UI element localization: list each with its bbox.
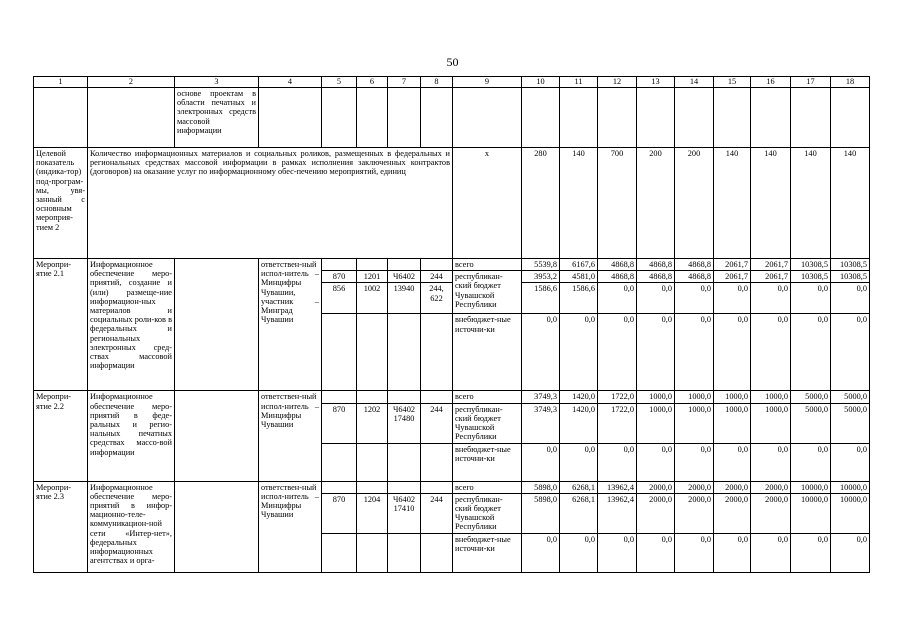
code-cell: 870 <box>322 403 357 443</box>
table-cell <box>357 391 388 403</box>
table-cell <box>421 391 453 403</box>
table-cell <box>831 88 870 148</box>
table-cell <box>88 88 175 148</box>
code-cell: 1002 <box>357 283 388 314</box>
table-cell <box>34 88 88 148</box>
value-cell: 0,0 <box>791 283 831 314</box>
value-cell: 0,0 <box>598 314 637 391</box>
source-label: внебюджет-ные источни-ки <box>453 443 522 481</box>
code-cell: 870 <box>322 271 357 283</box>
table-cell <box>388 314 421 391</box>
header-cell: 8 <box>421 77 453 88</box>
table-cell <box>322 88 357 148</box>
indicator-row <box>34 148 870 259</box>
value-cell: 140 <box>751 148 791 259</box>
header-cell: 3 <box>175 77 259 88</box>
value-cell: 1000,0 <box>675 403 714 443</box>
code-cell: 1201 <box>357 271 388 283</box>
table-cell <box>388 481 421 493</box>
measure-label: Меропри-ятие 2.2 <box>34 391 88 481</box>
source-label: республикан-ский бюджет Чувашской Республики <box>453 403 522 443</box>
value-cell: 2061,7 <box>751 271 791 283</box>
value-cell: 0,0 <box>751 533 791 572</box>
value-cell: 4868,8 <box>598 271 637 283</box>
table-cell <box>421 481 453 493</box>
measure-title: Информационное обеспечение меро-приятий в феде-ральных и регио-нальных печатных средствах массо-вой информации <box>88 391 175 481</box>
value-cell: 2000,0 <box>714 481 751 493</box>
code-cell: 870 <box>322 493 357 533</box>
m21-row-total <box>34 259 870 271</box>
header-cell: 5 <box>322 77 357 88</box>
value-cell: 140 <box>714 148 751 259</box>
table-cell <box>388 88 421 148</box>
header-cell: 4 <box>259 77 322 88</box>
table-cell <box>421 533 453 572</box>
value-cell: 0,0 <box>560 314 598 391</box>
code-cell: Ч6402 17410 <box>388 493 421 533</box>
value-cell: 0,0 <box>675 283 714 314</box>
value-cell: 1722,0 <box>598 403 637 443</box>
value-cell: 2000,0 <box>751 481 791 493</box>
value-cell: 4868,8 <box>675 259 714 271</box>
measure-title: Информационное обеспечение меро-приятий в инфор-мационно-теле-коммуникацион-ной сети «Интер-нет», федеральных информационных агентствах и орга- <box>88 481 175 572</box>
responsible: ответствен-ный испол-нитель – Минцифры Чувашии <box>259 481 322 572</box>
value-cell: 6167,6 <box>560 259 598 271</box>
value-cell: 3749,3 <box>522 391 560 403</box>
value-cell: 0,0 <box>714 314 751 391</box>
header-row <box>34 77 870 88</box>
value-cell: 5898,0 <box>522 481 560 493</box>
table-cell <box>421 88 453 148</box>
table-cell <box>357 443 388 481</box>
code-cell: Ч6402 <box>388 271 421 283</box>
table-cell <box>259 88 322 148</box>
source-label: всего <box>453 259 522 271</box>
value-cell: 0,0 <box>522 314 560 391</box>
header-cell: 16 <box>751 77 791 88</box>
value-cell: 0,0 <box>598 443 637 481</box>
value-cell: 0,0 <box>751 443 791 481</box>
value-cell: 0,0 <box>791 314 831 391</box>
value-cell: 5000,0 <box>831 391 870 403</box>
header-cell: 14 <box>675 77 714 88</box>
value-cell: 0,0 <box>675 533 714 572</box>
table-cell <box>388 391 421 403</box>
code-cell: Ч6402 17480 <box>388 403 421 443</box>
code-cell: 244, 622 <box>421 283 453 314</box>
value-cell: 0,0 <box>791 443 831 481</box>
value-cell: 1000,0 <box>714 391 751 403</box>
source-label: всего <box>453 481 522 493</box>
table-cell <box>175 259 259 391</box>
header-cell: 6 <box>357 77 388 88</box>
source-label: республикан-ский бюджет Чувашской Республики <box>453 493 522 533</box>
value-cell: 0,0 <box>714 283 751 314</box>
table-cell <box>453 88 522 148</box>
value-cell: 4868,8 <box>637 271 675 283</box>
table-cell <box>322 443 357 481</box>
value-cell: 2061,7 <box>714 271 751 283</box>
value-cell: 140 <box>831 148 870 259</box>
value-cell: 1000,0 <box>714 403 751 443</box>
value-cell: 5000,0 <box>831 403 870 443</box>
value-cell: 10000,0 <box>831 493 870 533</box>
value-cell: 0,0 <box>637 443 675 481</box>
code-cell: 1204 <box>357 493 388 533</box>
header-cell: 11 <box>560 77 598 88</box>
measure-label: Меропри-ятие 2.1 <box>34 259 88 391</box>
table-cell <box>421 443 453 481</box>
table-cell <box>751 88 791 148</box>
indicator-text: Количество информационных материалов и социальных роликов, размещенных в федеральных и региональных средствах массовой информации в рамках исполнения заключенных контрактов (договоров) на оказание услуг по информационному обес-печению мероприятий, единиц <box>88 148 453 259</box>
value-cell: 2000,0 <box>637 481 675 493</box>
value-cell: 1722,0 <box>598 391 637 403</box>
table-cell <box>421 259 453 271</box>
value-cell: 10000,0 <box>831 481 870 493</box>
value-cell: 0,0 <box>598 533 637 572</box>
table-cell <box>175 391 259 481</box>
value-cell: 0,0 <box>791 533 831 572</box>
value-cell: 0,0 <box>560 443 598 481</box>
value-cell: 10000,0 <box>791 493 831 533</box>
table-cell <box>598 88 637 148</box>
value-cell: 1000,0 <box>751 403 791 443</box>
value-cell: 1420,0 <box>560 403 598 443</box>
table-cell <box>675 88 714 148</box>
page-number: 50 <box>446 55 459 69</box>
responsible: ответствен-ный испол-нитель – Минцифры Чувашии, участник – Минград Чувашии <box>259 259 322 391</box>
value-cell: 1000,0 <box>637 391 675 403</box>
header-cell: 13 <box>637 77 675 88</box>
table-cell <box>388 259 421 271</box>
value-cell: 1586,6 <box>522 283 560 314</box>
source-label: всего <box>453 391 522 403</box>
table-cell <box>637 88 675 148</box>
header-cell: 12 <box>598 77 637 88</box>
value-cell: 4868,8 <box>598 259 637 271</box>
source-label: республикан-ский бюджет Чувашской Республики <box>453 271 522 314</box>
header-cell: 15 <box>714 77 751 88</box>
responsible: ответствен-ный испол-нитель – Минцифры Чувашии <box>259 391 322 481</box>
value-cell: 2000,0 <box>675 481 714 493</box>
table-cell <box>357 259 388 271</box>
value-cell: 0,0 <box>751 314 791 391</box>
value-cell: 0,0 <box>675 314 714 391</box>
carry-row <box>34 88 870 148</box>
value-cell: 6268,1 <box>560 493 598 533</box>
table-cell <box>357 88 388 148</box>
header-cell: 10 <box>522 77 560 88</box>
value-cell: 4868,8 <box>675 271 714 283</box>
table-cell <box>714 88 751 148</box>
table-cell <box>357 481 388 493</box>
table-cell <box>388 533 421 572</box>
value-cell: 0,0 <box>831 533 870 572</box>
value-cell: 0,0 <box>598 283 637 314</box>
value-cell: 0,0 <box>522 443 560 481</box>
header-cell: 17 <box>791 77 831 88</box>
value-cell: 10000,0 <box>791 481 831 493</box>
value-cell: 6268,1 <box>560 481 598 493</box>
source-label: внебюджет-ные источни-ки <box>453 533 522 572</box>
value-cell: 140 <box>560 148 598 259</box>
table-cell <box>322 391 357 403</box>
table-cell <box>388 443 421 481</box>
value-cell: 2000,0 <box>751 493 791 533</box>
value-cell: 3749,3 <box>522 403 560 443</box>
value-cell: 0,0 <box>560 533 598 572</box>
value-cell: 5898,0 <box>522 493 560 533</box>
value-cell: 13962,4 <box>598 493 637 533</box>
value-cell: 0,0 <box>751 283 791 314</box>
value-cell: 280 <box>522 148 560 259</box>
header-cell: 1 <box>34 77 88 88</box>
code-cell: 1202 <box>357 403 388 443</box>
code-cell: 244 <box>421 403 453 443</box>
code-cell: 244 <box>421 271 453 283</box>
code-cell: 244 <box>421 493 453 533</box>
table-cell <box>560 88 598 148</box>
indicator-unit: х <box>453 148 522 259</box>
value-cell: 0,0 <box>675 443 714 481</box>
value-cell: 0,0 <box>714 533 751 572</box>
value-cell: 2061,7 <box>751 259 791 271</box>
value-cell: 1000,0 <box>637 403 675 443</box>
header-cell: 7 <box>388 77 421 88</box>
table-cell <box>522 88 560 148</box>
code-cell: 856 <box>322 283 357 314</box>
value-cell: 5000,0 <box>791 391 831 403</box>
value-cell: 4581,0 <box>560 271 598 283</box>
value-cell: 2000,0 <box>675 493 714 533</box>
value-cell: 1000,0 <box>751 391 791 403</box>
value-cell: 0,0 <box>637 314 675 391</box>
measure-label: Меропри-ятие 2.3 <box>34 481 88 572</box>
code-cell: 13940 <box>388 283 421 314</box>
value-cell: 2000,0 <box>714 493 751 533</box>
measure-title: Информационное обеспечение меро-приятий, создание и (или) размеще-ние информацион-ных материалов и социальных роли-ков в федеральных и региональных электронных сред-ствах массовой информации <box>88 259 175 391</box>
value-cell: 10308,5 <box>831 271 870 283</box>
table-cell <box>322 259 357 271</box>
table-cell <box>322 481 357 493</box>
value-cell: 4868,8 <box>637 259 675 271</box>
value-cell: 0,0 <box>637 283 675 314</box>
value-cell: 0,0 <box>637 533 675 572</box>
value-cell: 700 <box>598 148 637 259</box>
value-cell: 5000,0 <box>791 403 831 443</box>
value-cell: 0,0 <box>831 443 870 481</box>
value-cell: 10308,5 <box>791 271 831 283</box>
budget-table <box>33 76 870 573</box>
header-cell: 18 <box>831 77 870 88</box>
value-cell: 0,0 <box>831 283 870 314</box>
value-cell: 2000,0 <box>637 493 675 533</box>
value-cell: 0,0 <box>714 443 751 481</box>
source-label: внебюджет-ные источни-ки <box>453 314 522 391</box>
table-cell <box>357 533 388 572</box>
value-cell: 1000,0 <box>675 391 714 403</box>
value-cell: 10308,5 <box>831 259 870 271</box>
indicator-label: Целевой показатель (индика-тор) под-програм-мы, увя-занный с основным мероприя-тием 2 <box>34 148 88 259</box>
value-cell: 10308,5 <box>791 259 831 271</box>
header-cell: 2 <box>88 77 175 88</box>
value-cell: 0,0 <box>522 533 560 572</box>
value-cell: 1420,0 <box>560 391 598 403</box>
m22-row-total <box>34 391 870 403</box>
m23-row-total <box>34 481 870 493</box>
table-cell <box>357 314 388 391</box>
header-cell: 9 <box>453 77 522 88</box>
value-cell: 1586,6 <box>560 283 598 314</box>
value-cell: 200 <box>675 148 714 259</box>
value-cell: 200 <box>637 148 675 259</box>
table-cell <box>791 88 831 148</box>
table-cell <box>175 481 259 572</box>
table-cell <box>322 533 357 572</box>
value-cell: 0,0 <box>831 314 870 391</box>
value-cell: 13962,4 <box>598 481 637 493</box>
value-cell: 2061,7 <box>714 259 751 271</box>
table-cell <box>322 314 357 391</box>
value-cell: 5539,8 <box>522 259 560 271</box>
value-cell: 3953,2 <box>522 271 560 283</box>
table-cell <box>421 314 453 391</box>
carry-text: основе проектам в области печатных и электронных средств массовой информации <box>175 88 259 148</box>
value-cell: 140 <box>791 148 831 259</box>
